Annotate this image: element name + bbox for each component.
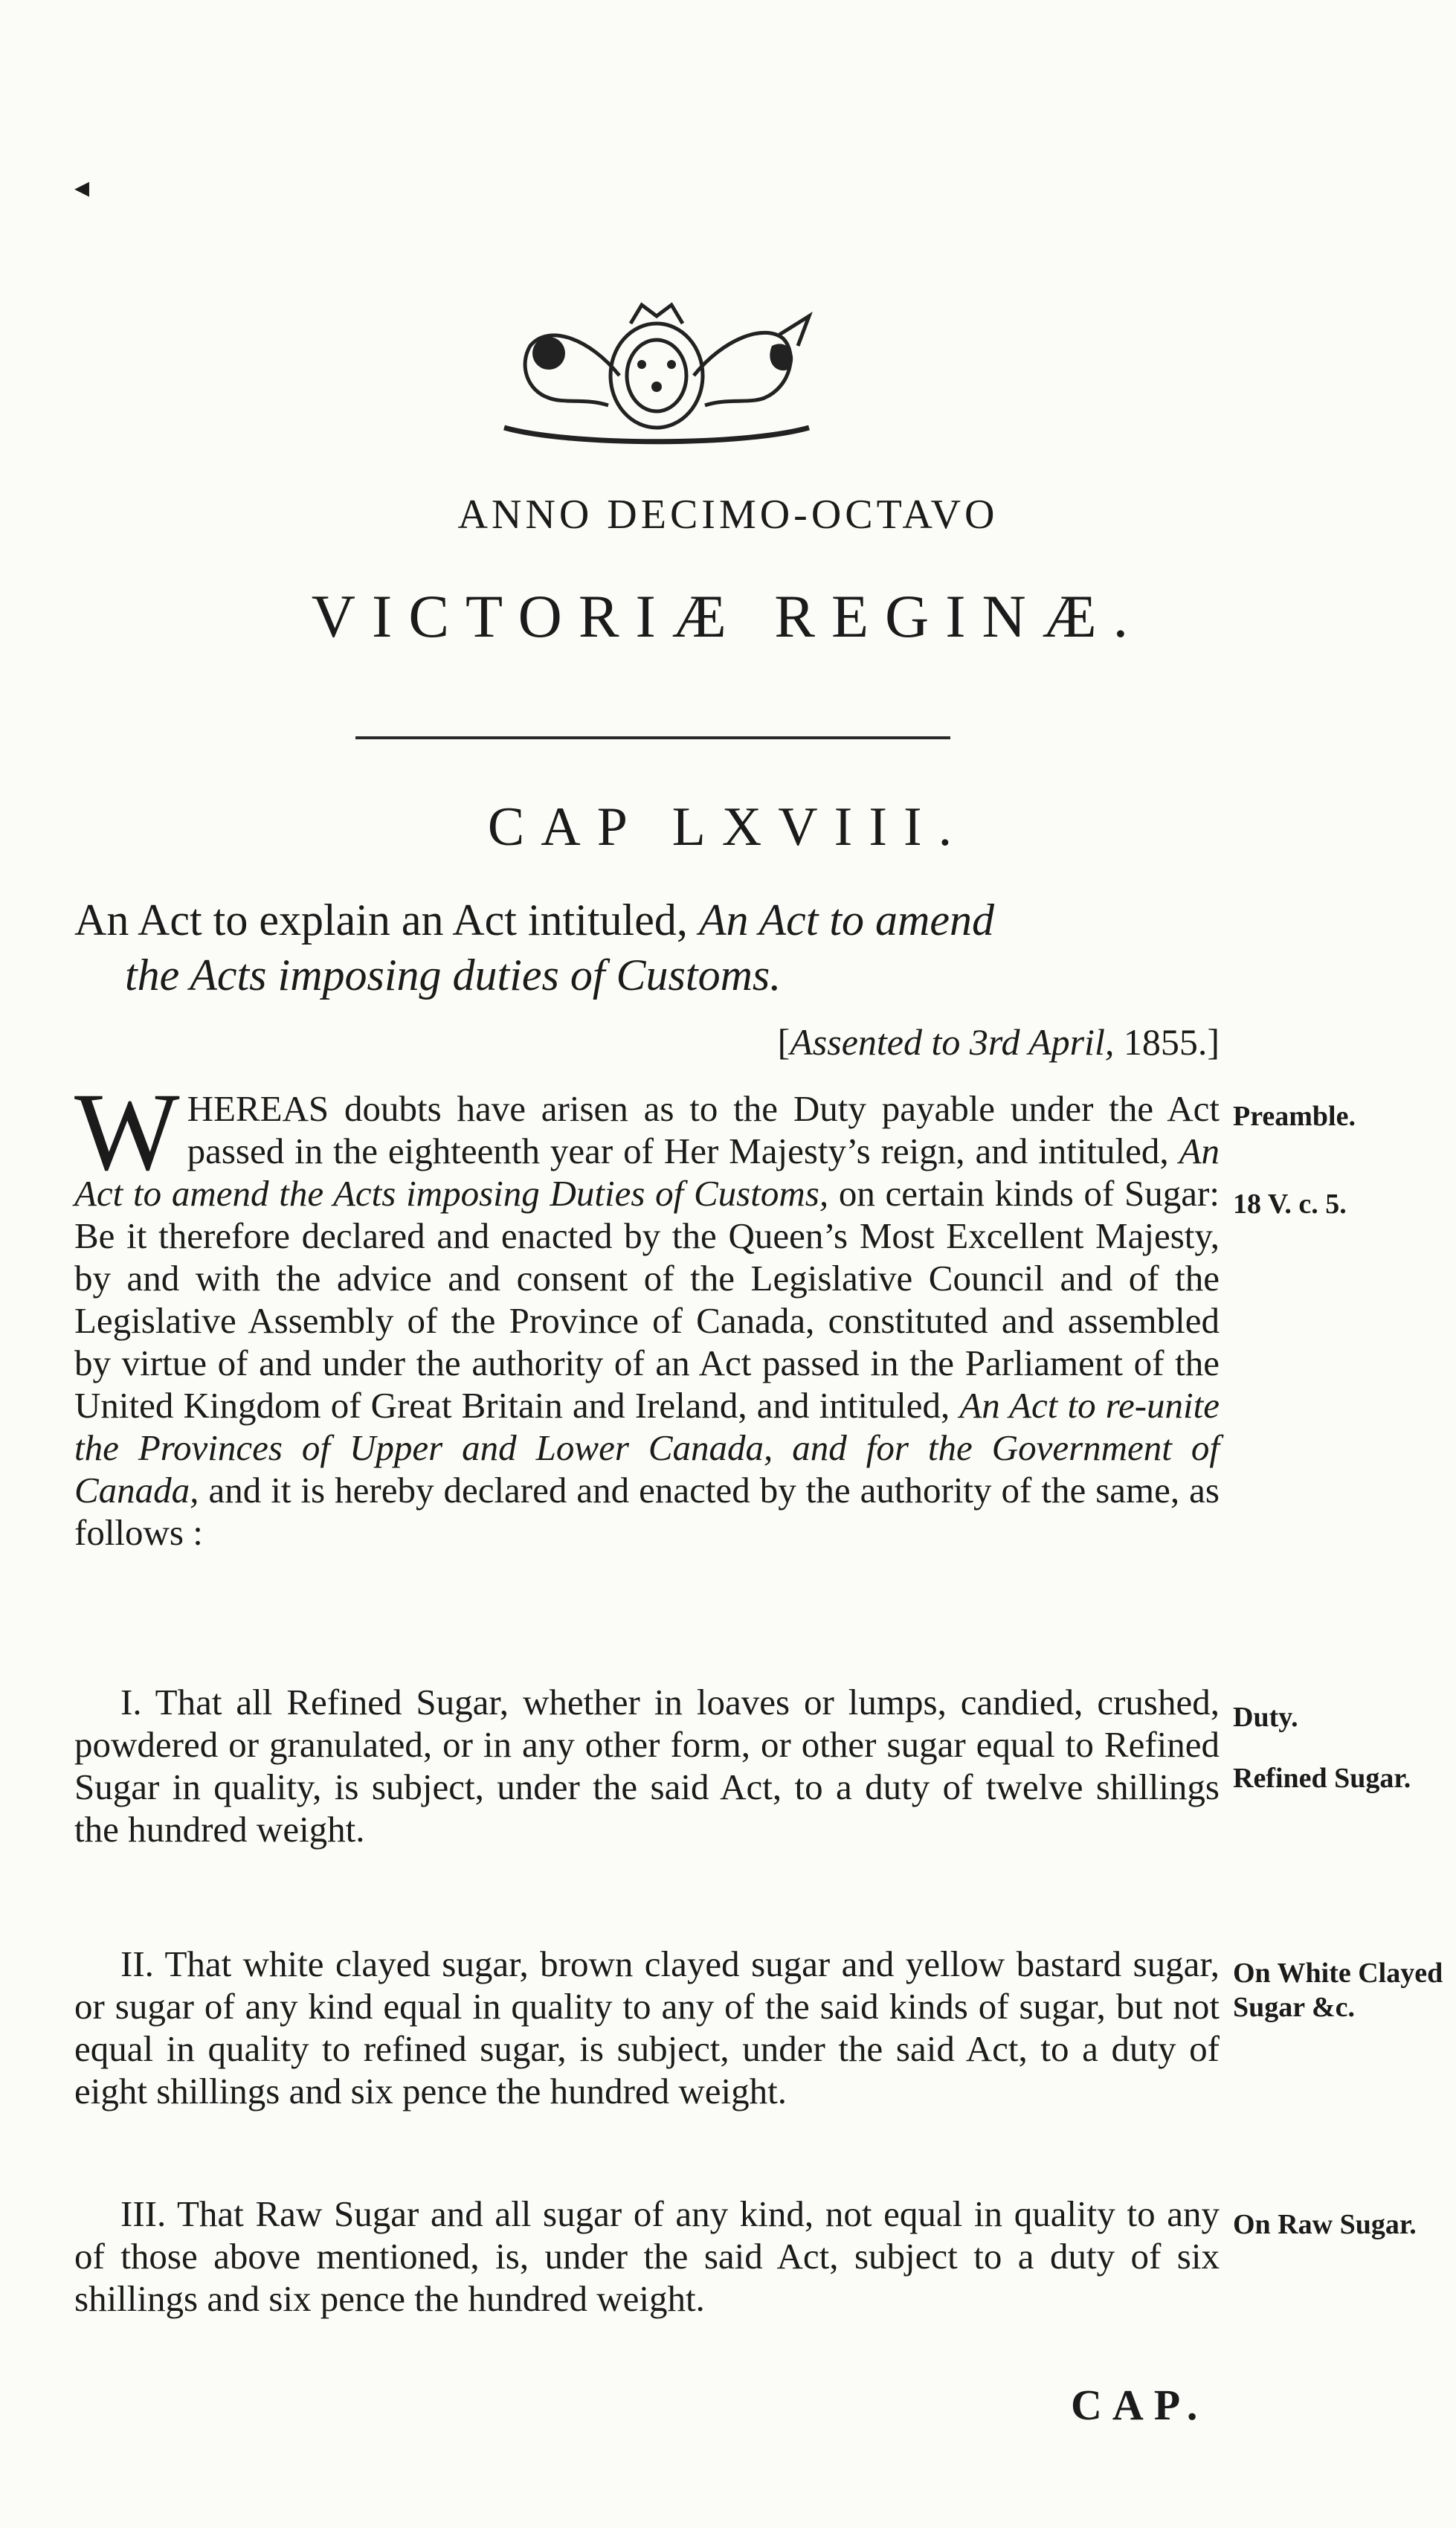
page-mark: ◂ [74,170,90,204]
preamble-italic: An Act to amend the Acts imposing Duties of Customs, [74,1130,1220,1214]
margin-note-reference: 18 V. c. 5. [1233,1189,1347,1220]
margin-note-duty: Duty. [1233,1702,1298,1733]
drop-cap: W [74,1070,180,1194]
act-title [74,892,1220,1003]
assent-date [565,1020,1220,1064]
catchword: CAP. [1071,2381,1208,2429]
divider-rule [355,736,950,739]
assent-bracket: [ [777,1021,790,1063]
section-clayed-sugar: II. That white clayed sugar, brown clayed sugar and yellow bastard sugar, or sugar of any kind equal in quality to any of the said kinds of sugar, but not equal in quality to refined sugar, is subject, under the said Act, to a duty of eight shillings and six pence the hundred weight. [74,1943,1220,2112]
preamble-paragraph [74,1070,1220,1554]
margin-note-raw: On Raw Sugar. [1233,2209,1417,2240]
preamble-text: on certain kinds of Sugar: Be it therefore declared and enacted by the Queen’s Most Excellent Majesty, by and with the advice and consent of the Legislative Council and of the Legislative Assembly of the Province of Canada, constituted and assembled by virtue of and under the authority of an Act passed in the Parliament of the United Kingdom of Great Britain and Ireland, and intituled, [74,1173,1220,1426]
act-title-italic-continued: the Acts imposing duties of Customs. [125,951,782,1000]
assent-label: Assented to 3rd April, [790,1021,1115,1063]
reign-heading: VICTORIÆ REGINÆ. [311,582,1145,650]
section-refined-sugar: I. That all Refined Sugar, whether in loaves or lumps, candied, crushed, powdered or granulated, or in any other form, or other sugar equal to Refined Sugar in quality, is subject, under the said Act, to a duty of twelve shillings the hundred weight. [74,1682,1220,1850]
preamble-italic: An Act to re-unite the Provinces of Upper and Lower Canada, and for the Government of Canada, [74,1385,1220,1511]
act-title-italic: An Act to amend [698,895,995,945]
section-raw-sugar: III. That Raw Sugar and all sugar of any kind, not equal in quality to any of those above mentioned, is, under the said Act, subject to a duty of six shillings and six pence the hundred weight. [74,2193,1220,2319]
royal-arms-emblem [460,294,854,446]
act-title-text: An Act to explain an Act intituled, [74,895,699,945]
preamble-text: HEREAS doubts have arisen as to the Duty payable under the Act passed in the eighteenth year of Her Majesty’s reign, and intituled, [187,1088,1220,1171]
assent-year: 1855.] [1114,1021,1220,1063]
margin-note-preamble: Preamble. [1233,1101,1356,1132]
margin-note-white: On White Clayed Sugar &c. [1233,1958,1443,2023]
margin-note-refined: Refined Sugar. [1233,1763,1411,1794]
preamble-text: and it is hereby declared and enacted by the authority of the same, as follows : [74,1470,1220,1553]
chapter-number: CAP LXVIII. [487,797,969,858]
regnal-year-line: ANNO DECIMO-OCTAVO [457,492,999,538]
